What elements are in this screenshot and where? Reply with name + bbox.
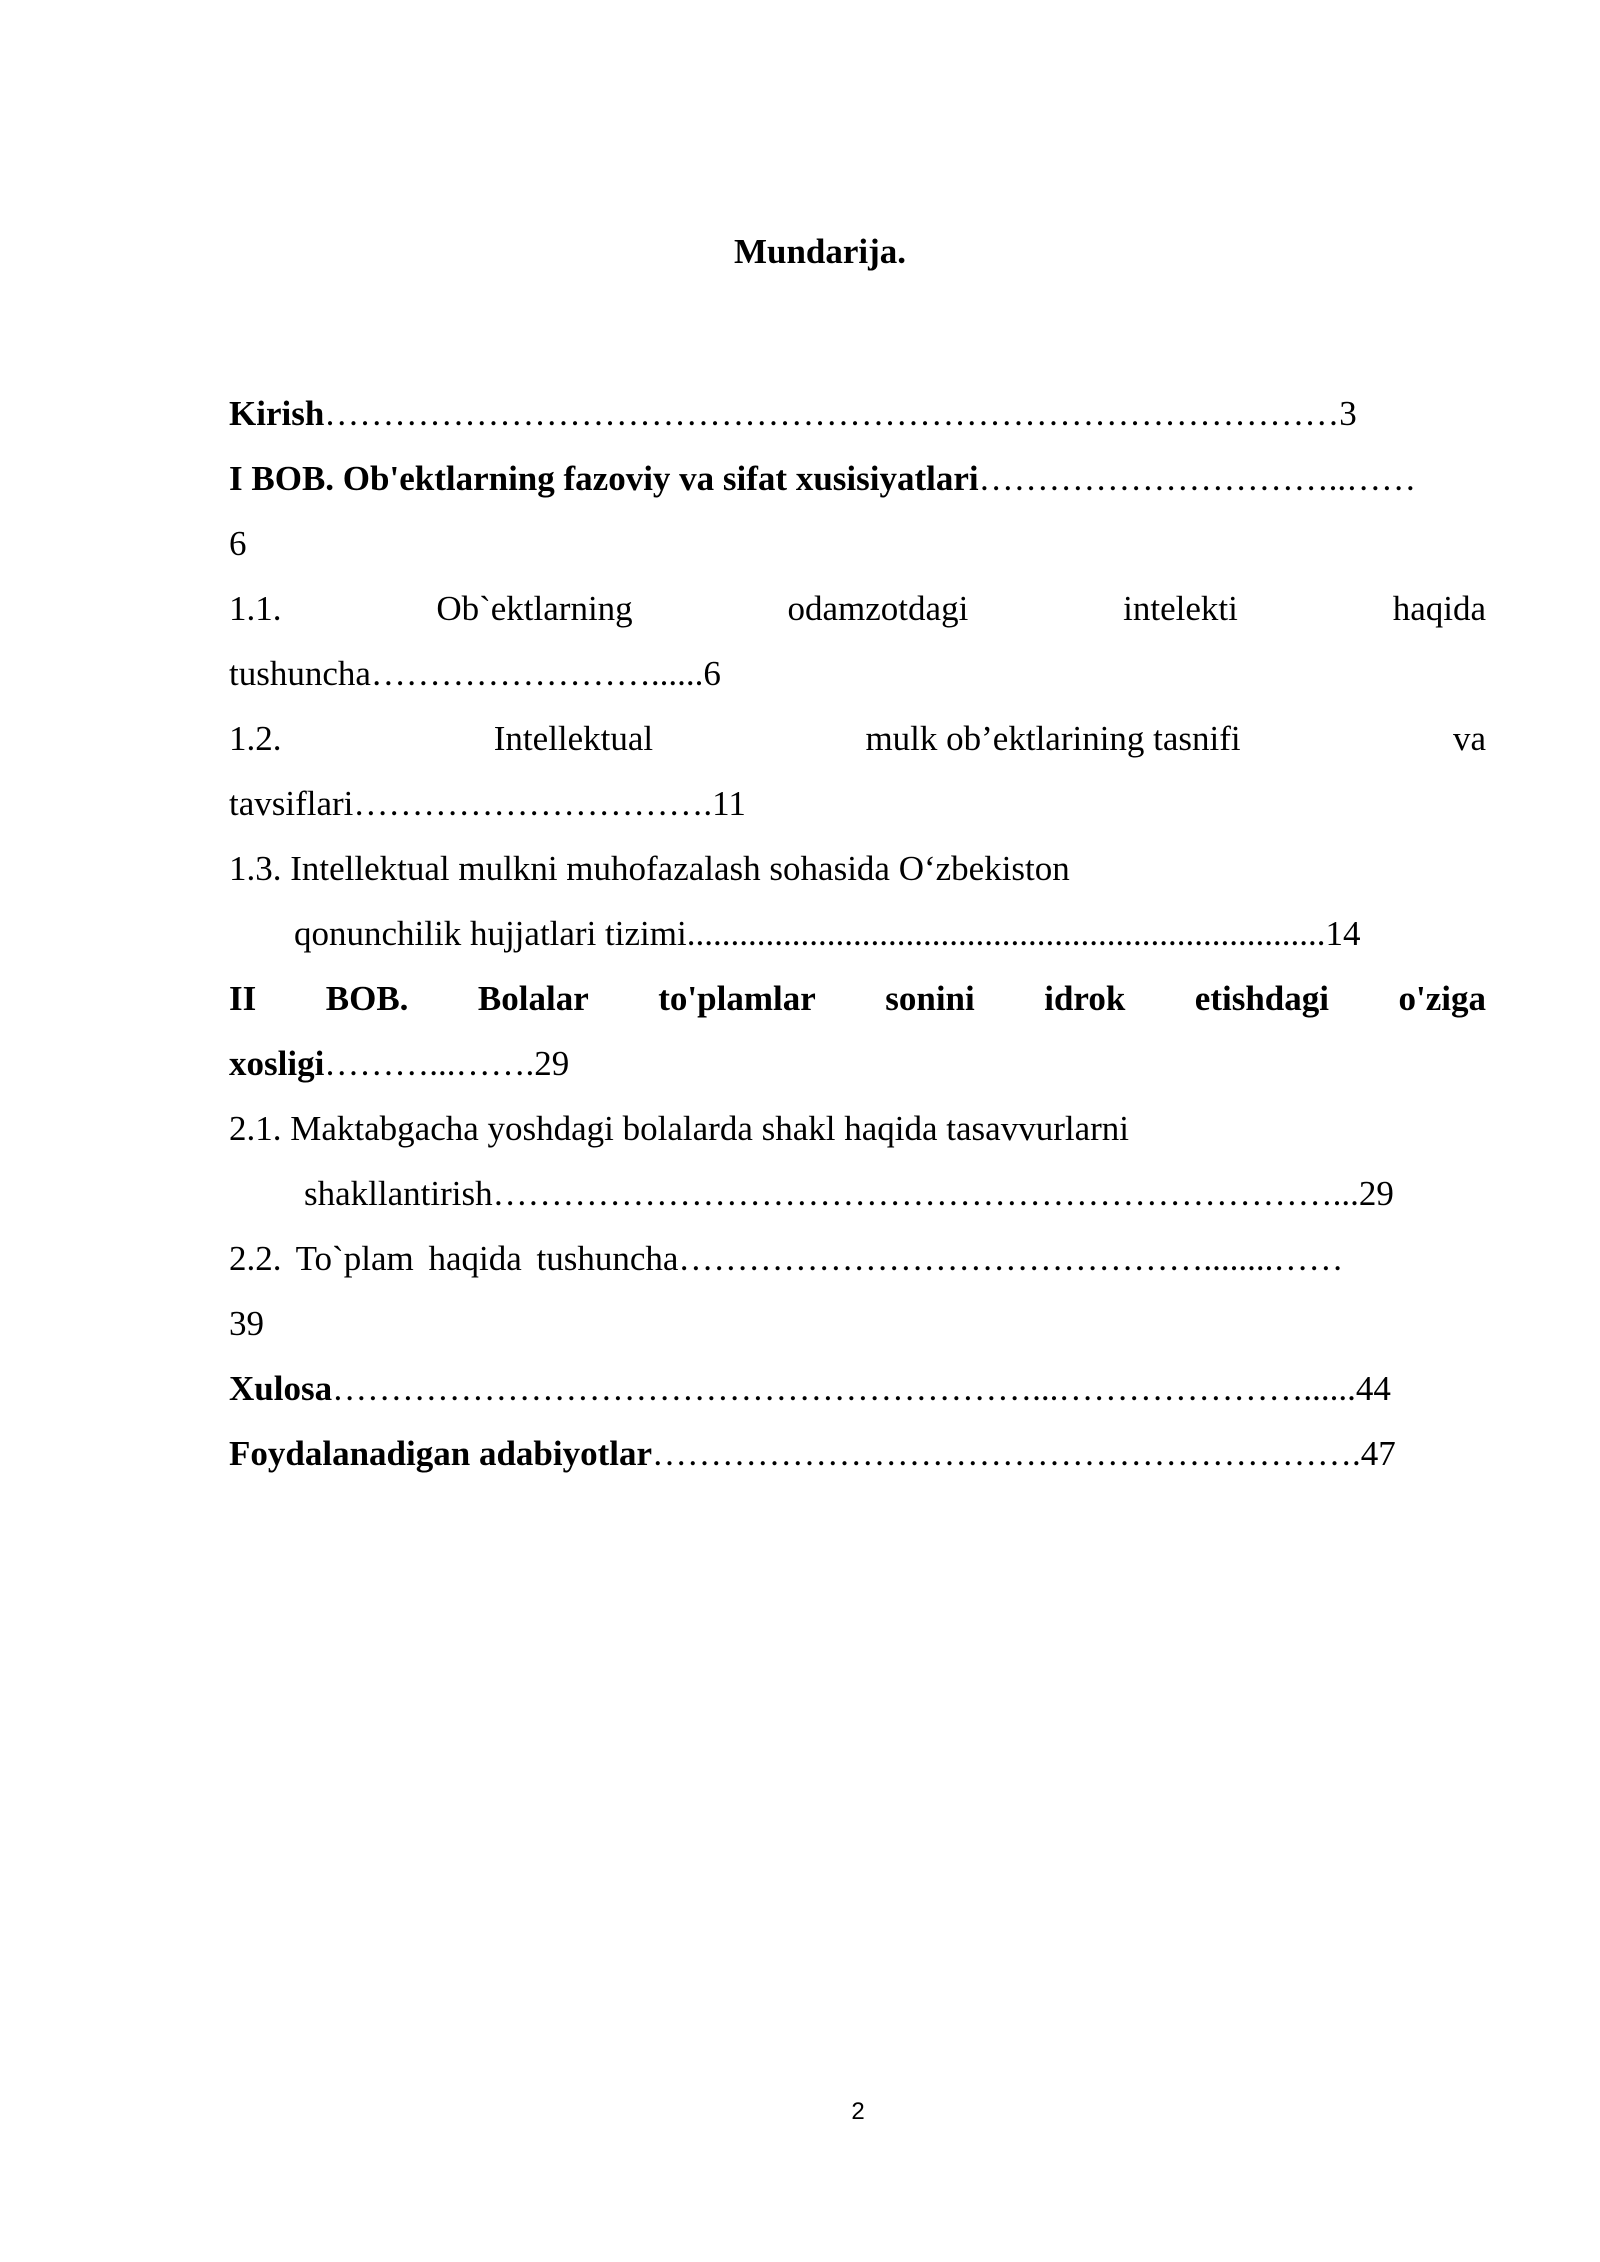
toc-word: o'ziga [1398, 979, 1486, 1018]
toc-page-number: 6 [229, 524, 247, 563]
toc-entry-bob2 [229, 974, 1486, 1039]
toc-leader: ………...…….29 [324, 1044, 570, 1083]
toc-label: xosligi [229, 1044, 325, 1083]
toc-word: haqida [428, 1239, 522, 1278]
toc-word: BOB. [325, 979, 409, 1018]
toc-entry-adabiyotlar [229, 1429, 1486, 1494]
toc-label: Kirish [229, 394, 325, 433]
toc-entry-2-1: 2.1. Maktabgacha yoshdagi bolalarda shakl haqida tasavvurlarni [229, 1109, 1129, 1148]
toc-word: intelekti [1123, 589, 1238, 628]
toc-word: odamzotdagi [787, 589, 969, 628]
toc-entry-1-1-cont: tushuncha……………………......6 [229, 654, 721, 693]
toc-entry-2-1-cont: shakllantirish………………………………………………………………...29 [304, 1174, 1394, 1213]
document-title: Mundarija. [733, 232, 907, 271]
toc-word: haqida [1392, 589, 1486, 628]
toc-word: Bolalar [477, 979, 589, 1018]
toc-word: idrok [1044, 979, 1126, 1018]
toc-word: sonini [885, 979, 975, 1018]
toc-word: tushuncha………………………………………........…… [536, 1239, 1344, 1278]
toc-word: Intellektual [493, 719, 654, 758]
table-of-contents [229, 389, 1486, 1494]
toc-entry-bob2-cont [229, 1039, 1486, 1104]
toc-entry-1-1 [229, 584, 1486, 649]
toc-label: I BOB. Ob'ektlarning fazoviy va sifat xusisiyatlari [229, 459, 979, 498]
page-number: 2 [851, 2098, 865, 2125]
toc-entry-1-3: 1.3. Intellektual mulkni muhofazalash sohasida O‘zbekiston [229, 849, 1070, 888]
toc-entry-1-2 [229, 714, 1486, 779]
toc-label: Foydalanadigan adabiyotlar [229, 1434, 653, 1473]
toc-leader: …………………………..…… [978, 459, 1417, 498]
toc-leader: ……………………………………………………...…………………......44 [332, 1369, 1391, 1408]
toc-entry-1-2-cont: tavsiflari………………………….11 [229, 784, 746, 823]
toc-entry-kirish [229, 389, 1486, 454]
toc-word: Ob`ektlarning [436, 589, 633, 628]
toc-leader: ……………………………………………………………………………3 [324, 394, 1357, 433]
toc-word: 1.2. [229, 719, 282, 758]
toc-page-number: 39 [229, 1304, 264, 1343]
toc-label: Xulosa [229, 1369, 333, 1408]
toc-entry-xulosa [229, 1364, 1486, 1429]
toc-word: 1.1. [229, 589, 282, 628]
toc-entry-2-2 [229, 1234, 1486, 1299]
toc-word: va [1452, 719, 1486, 758]
toc-word: To`plam [295, 1239, 414, 1278]
toc-entry-1-3-cont: qonunchilik hujjatlari tizimi.........................................................................14 [294, 914, 1361, 953]
toc-word: II [229, 979, 257, 1018]
toc-word: etishdagi [1194, 979, 1329, 1018]
toc-word: 2.2. [229, 1239, 282, 1278]
toc-word: to'plamlar [658, 979, 816, 1018]
toc-entry-bob1 [229, 454, 1486, 519]
toc-leader: …………………………………………………….47 [652, 1434, 1396, 1473]
toc-word: mulk ob’ektlarining tasnifi [865, 719, 1241, 758]
